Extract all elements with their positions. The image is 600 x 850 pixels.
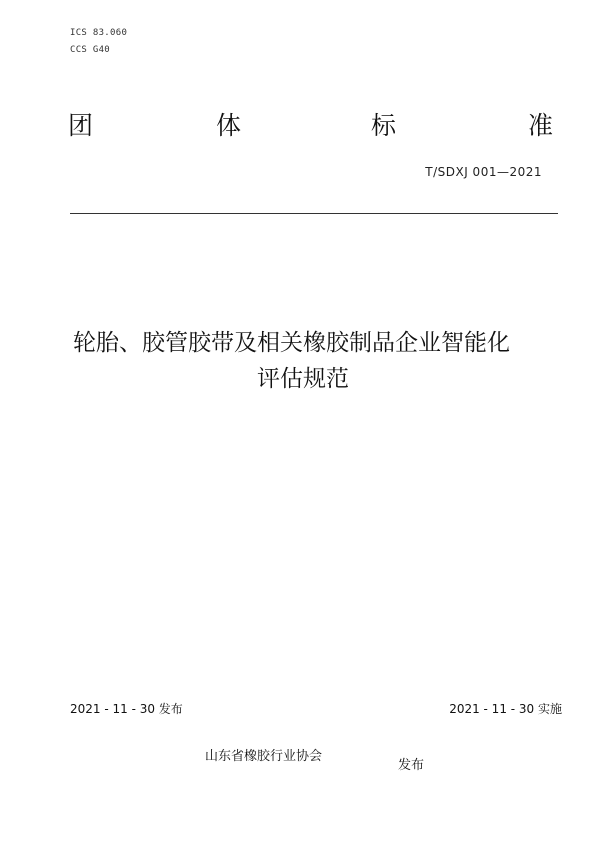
publish-label: 发布 bbox=[398, 758, 425, 773]
standard-type-char: 体 bbox=[216, 111, 242, 140]
standard-type-char: 团 bbox=[68, 111, 94, 140]
document-title-line-1: 轮胎、胶管胶带及相关橡胶制品企业智能化 bbox=[73, 330, 510, 356]
header-divider bbox=[70, 213, 558, 214]
standard-type-char: 准 bbox=[528, 111, 554, 140]
document-title-line-2: 评估规范 bbox=[257, 366, 349, 392]
issue-date: 2021 - 11 - 30 发布 bbox=[70, 702, 183, 716]
ics-code: ICS 83.060 bbox=[70, 28, 128, 38]
implementation-date: 2021 - 11 - 30 实施 bbox=[449, 702, 562, 716]
standard-type-char: 标 bbox=[371, 111, 397, 140]
ccs-code: CCS G40 bbox=[70, 45, 111, 55]
standard-number: T/SDXJ 001—2021 bbox=[425, 165, 542, 179]
publisher-name: 山东省橡胶行业协会 bbox=[205, 749, 323, 764]
